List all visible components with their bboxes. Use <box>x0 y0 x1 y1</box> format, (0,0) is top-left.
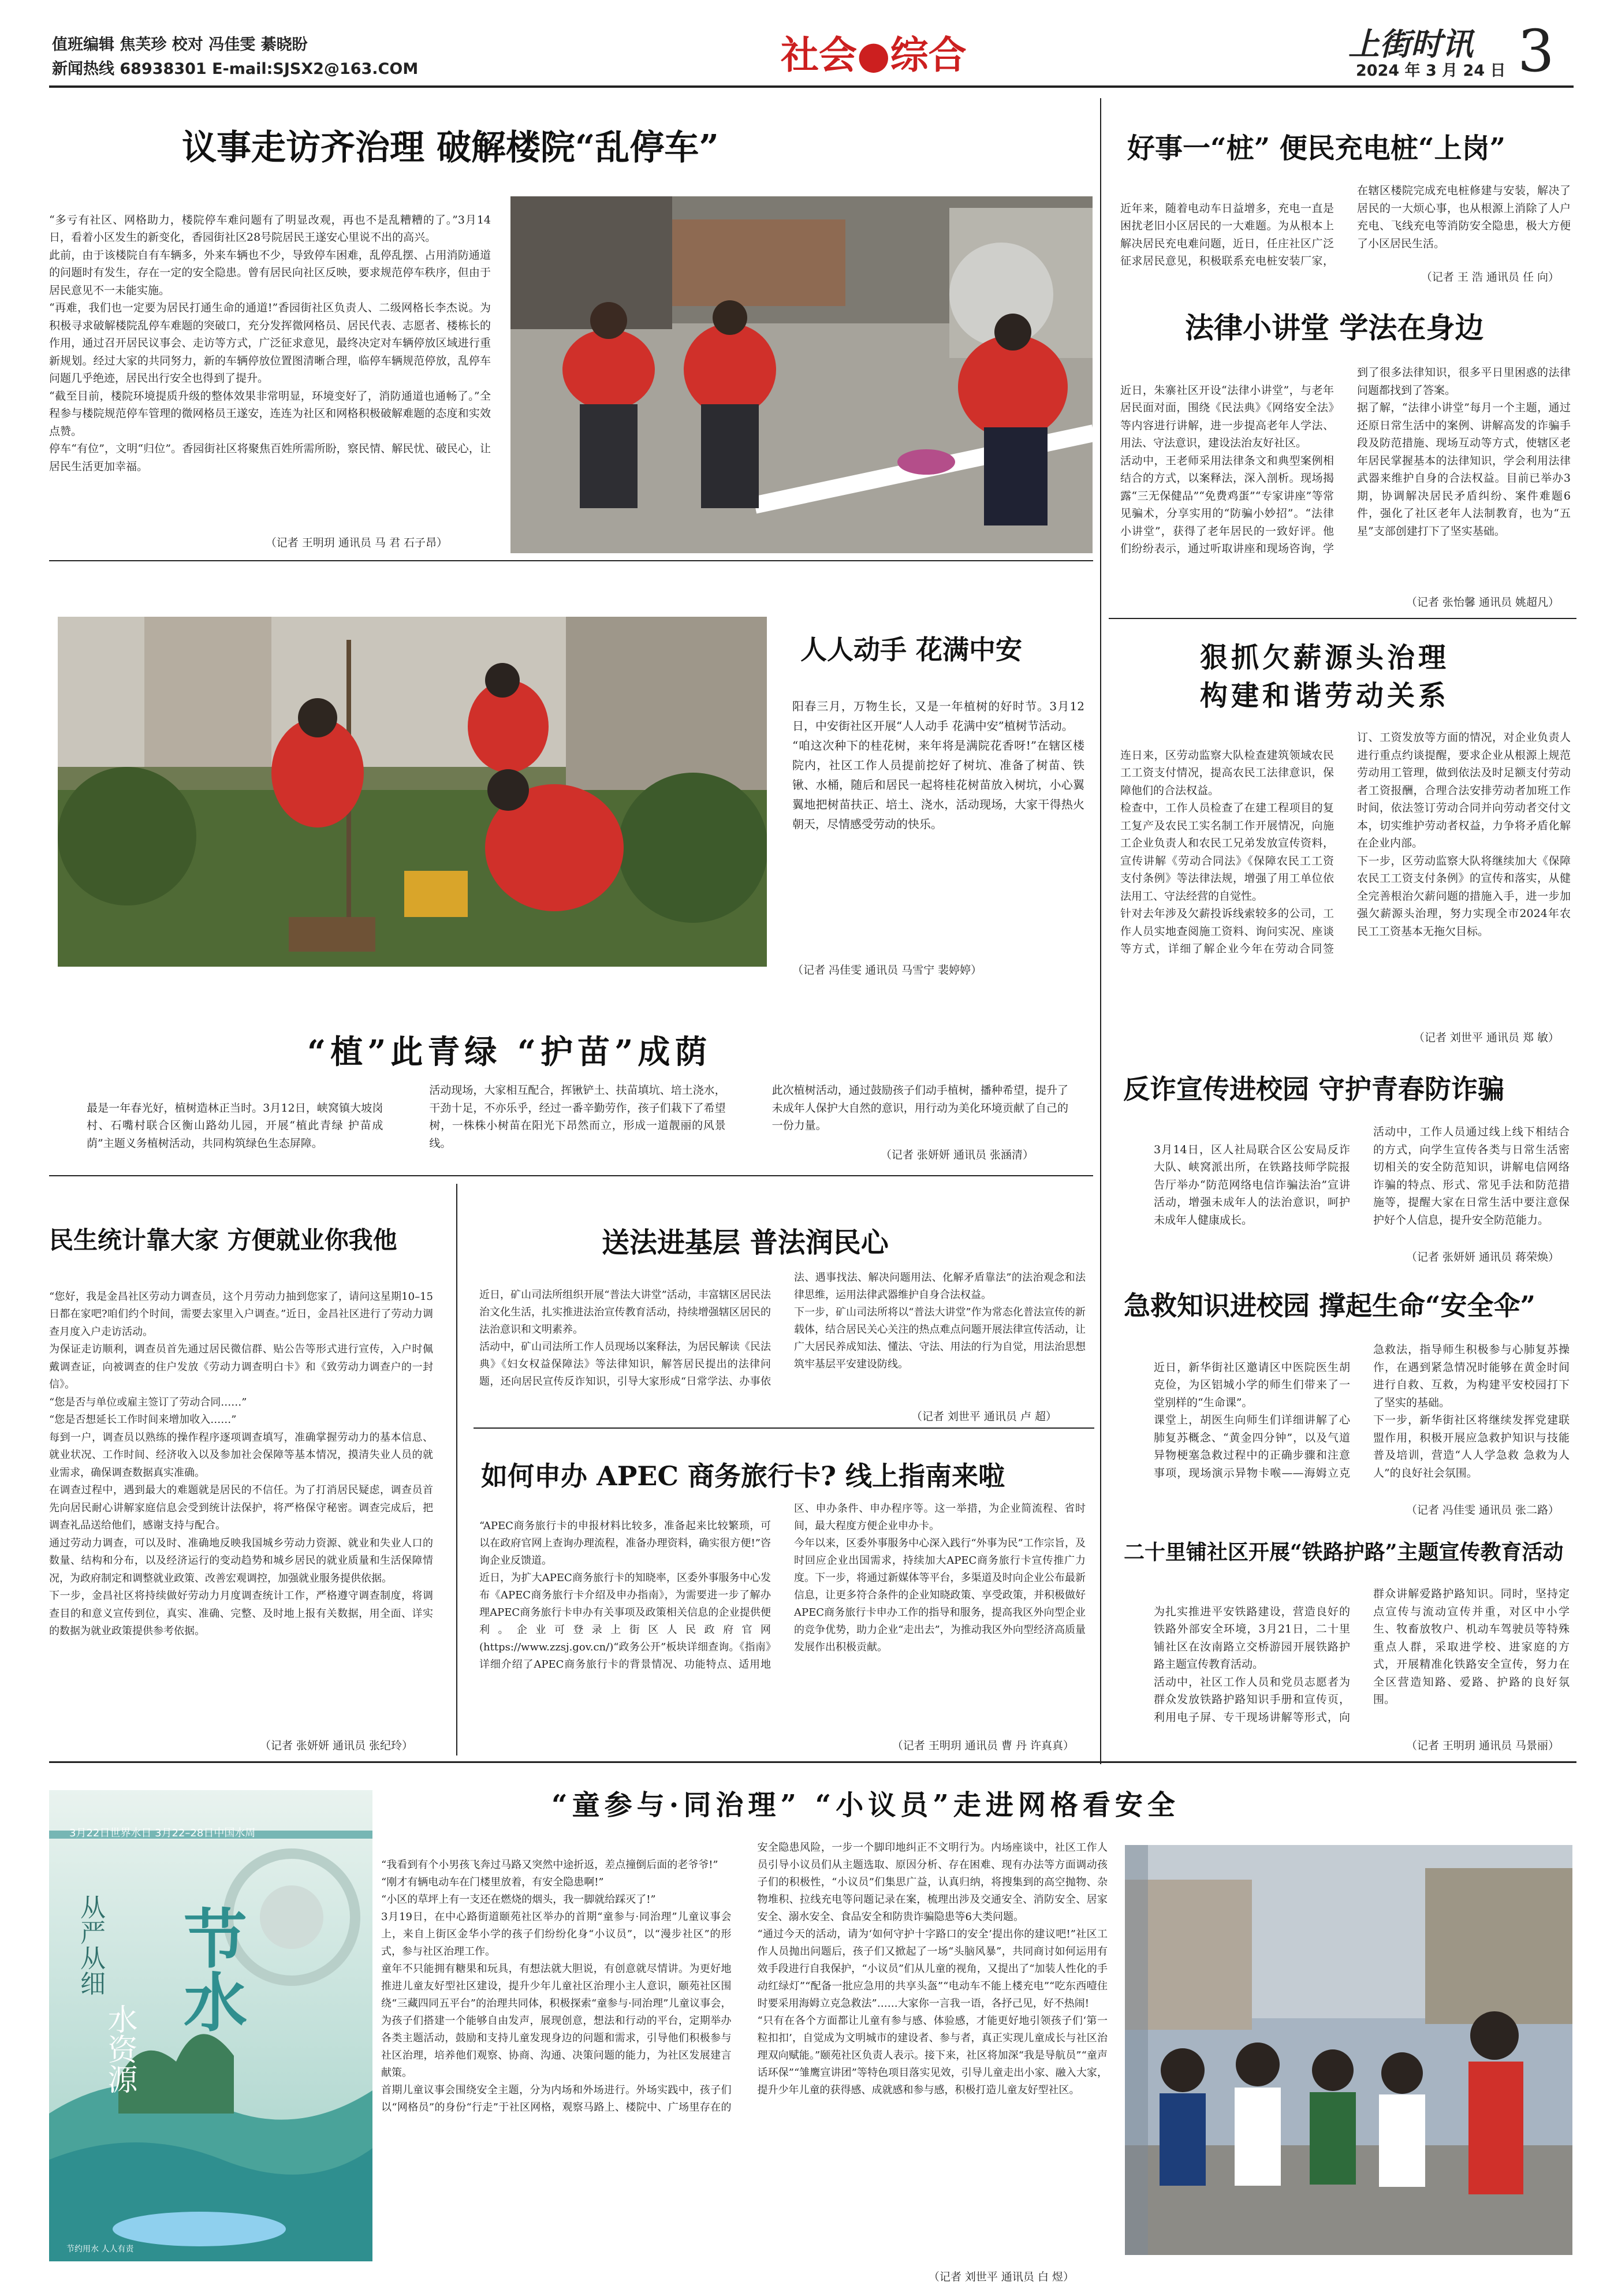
divider-left-1 <box>49 560 1093 561</box>
byline-wage: （记者 刘世平 通讯员 郑 敏） <box>1413 1031 1559 1044</box>
headline-survey: 民生统计靠大家 方便就业你我他 <box>49 1226 397 1254</box>
poster-main-text: 节水 <box>173 1906 248 2033</box>
body-parking <box>49 193 491 520</box>
divider-left-2 <box>49 1175 1093 1176</box>
byline-kids: （记者 刘世平 通讯员 白 煜） <box>928 2271 1074 2283</box>
firstaid-text: 近日，新华街社区邀请区中医院医生胡克俭，为区铝城小学的师生们带来了一堂别样的“生命课”。 课堂上，胡医生向师生们详细讲解了心肺复苏概念、“黄金四分钟”，以及气道异物梗塞急救过程中的正确步骤和注意事项，现场演示异物卡喉——海姆立克急救法，指导师生积极参与心肺复苏操作，在遇到紧急情况时能够在黄金时间进行自救、互救，为构建平安校园打下了坚实的基础。 下一步，新华街社区将继续发挥党建联盟作用，积极开展应急救护知识与技能普及培训，营造“人人学急救 急救为人人”的良好社会氛围。 <box>1154 1343 1570 1479</box>
editors-line: 值班编辑 焦芙珍 校对 冯佳雯 綦晓盼 <box>52 36 308 54</box>
divider-bottom <box>49 1761 1576 1763</box>
byline-lawgrassroots: （记者 刘世平 通讯员 卢 超） <box>911 1410 1057 1423</box>
byline-law: （记者 张怡馨 通讯员 姚超凡） <box>1406 596 1559 609</box>
poster-side-text: 从严从细 <box>76 1894 105 1996</box>
divider-right-1 <box>1109 618 1576 619</box>
headline-wage-2: 构建和谐劳动关系 <box>1200 680 1450 712</box>
railway-text: 为扎实推进平安铁路建设，营造良好的铁路外部安全环境，3月21日，二十里铺社区在汝南路立交桥游园开展铁路护路主题宣传教育活动。 活动中，社区工作人员和党员志愿者为群众发放铁路护路知识手册和宣传页，利用电子屏、专干现场讲解等形式，向群众讲解爱路护路知识。同时，坚持定点宣传与流动宣传并重，对区中小学生、牧畜放牧户、机动车驾驶员等特殊重点人群，采取进学校、进家庭的方式，开展精准化铁路安全宣传，努力在全区营造知路、爱路、护路的良好氛围。 <box>1154 1587 1570 1724</box>
apec-text: “APEC商务旅行卡的申报材料比较多，准备起来比较繁琐，可以在政府官网上查询办理流程，准备办理资料，确实很方便!”咨询企业反馈道。 近日，为扩大APEC商务旅行卡的知晓率，区委外事服务中心发布《APEC商务旅行卡介绍及申办指南》，为需要进一步了解办理APEC商务旅行卡申办有关事项及政策相关信息的企业提供便利。企业可登录上街区人民政府官网(https://www.zzsj.gov.cn/)“政务公开”板块详细查询。《指南》详细介绍了APEC商务旅行卡的背景情况、功能特点、适用地区、申办条件、申办程序等。这一举措，为企业简流程、省时间，最大程度方便企业申办卡。 今年以来，区委外事服务中心深入践行“外事为民”工作宗旨，及时回应企业出国需求，持续加大APEC商务旅行卡宣传推广力度。下一步，将通过新媒体等平台，多渠道及时向企业公布最新信息，让更多符合条件的企业知晓政策、享受政策，并积极做好APEC商务旅行卡申办工作的指导和服务，提高我区外向型企业的竞争优势，助力企业“走出去”，为推动我区外向型经济高质量发展作出积极贡献。 <box>479 1503 1086 1671</box>
byline-survey: （记者 张妍妍 通讯员 张纪玲） <box>259 1739 413 1752</box>
headline-fraud: 反诈宣传进校园 守护青春防诈骗 <box>1123 1074 1505 1105</box>
photo-kids <box>1125 1845 1572 2255</box>
tree-text: 最是一年春光好，植树造林正当时。3月12日，峡窝镇大坡岗村、石嘴村联合区衡山路幼儿园，开展“植此青绿 护苗成荫”主题义务植树活动，共同构筑绿色生态屏障。 活动现场，大家相互配合，挥锹铲土、扶苗填坑、培土浇水，干劲十足，不亦乐乎，经过一番辛勤劳作，孩子们栽下了希望树，一株株小树苗在阳光下昂然而立，形成一道靓丽的风景线。 此次植树活动，通过鼓励孩子们动手植树，播种希望，提升了未成年人保护大自然的意识，用行动为美化环境贡献了自己的一份力量。 <box>87 1084 1068 1150</box>
fraud-text: 3月14日，区人社局联合区公安局反诈大队、峡窝派出所，在铁路技师学院报告厅举办“防范网络电信诈骗法治”宣讲活动，增强未成年人的法治意识，呵护未成年人健康成长。 活动中，工作人员通过线上线下相结合的方式，向学生宣传各类与日常生活密切相关的安全防范知识，讲解电信网络诈骗的特点、形式、常见手法和防范措施等，提醒大家在日常生活中要注意保护好个人信息，提升安全防范能力。 <box>1154 1125 1570 1227</box>
photo-parking <box>510 196 1093 553</box>
body-firstaid <box>1154 1341 1570 1514</box>
byline-tree: （记者 张妍妍 通讯员 张涵清） <box>880 1149 1034 1161</box>
tree-scene-image <box>58 617 767 967</box>
byline-fraud: （记者 张妍妍 通讯员 蒋荣焕） <box>1406 1251 1559 1263</box>
body-wage <box>1120 729 1571 1039</box>
charger-text: 近年来，随着电动车日益增多，充电一直是困扰老旧小区居民的一大难题。为从根本上解决居民充电难问题，近日，任庄社区广泛征求居民意见，积极联系充电桩安装厂家，在辖区楼院完成充电桩修建与安装，解决了居民的一大烦心事，也从根源上消除了人户充电、飞线充电等消防安全隐患，极大方便了小区居民生活。 <box>1120 184 1571 267</box>
headline-kids: “童参与·同治理” “小议员”走进网格看安全 <box>551 1789 1180 1821</box>
divider-vert-mid <box>456 1184 457 1755</box>
body-plant <box>792 677 1084 944</box>
headline-lawgrassroots: 送法进基层 普法润民心 <box>602 1227 889 1259</box>
headline-charger: 好事一“桩” 便民充电桩“上岗” <box>1127 132 1506 165</box>
header-rule <box>49 85 1574 88</box>
byline-plant: （记者 冯佳雯 通讯员 马雪宁 裴婷婷） <box>792 964 982 976</box>
byline-charger: （记者 王 浩 通讯员 任 向） <box>1421 271 1559 284</box>
body-apec <box>479 1500 1086 1731</box>
issue-date: 2024 年 3 月 24 日 <box>1356 62 1506 80</box>
byline-parking: （记者 王明玥 通讯员 马 君 石子昂） <box>265 536 448 549</box>
plant-text: 阳春三月，万物生长，又是一年植树的好时节。3月12日，中安街社区开展“人人动手 花满中安”植树节活动。 “咱这次种下的桂花树，来年将是满院花香呀!”在辖区楼院内，社区工作人员提前挖好了树坑、准备了树苗、铁锹、水桶，随后和居民一起将桂花树苗放入树坑，小心翼翼地把树苗扶正、培土、浇水，活动现场，大家干得热火朝天，尽情感受劳动的快乐。 <box>792 699 1084 831</box>
lawgrassroots-text: 近日，矿山司法所组织开展“普法大讲堂”活动，丰富辖区居民法治文化生活，扎实推进法治宣传教育活动，持续增强辖区居民的法治意识和文明素养。 活动中，矿山司法所工作人员现场以案释法，为居民解读《民法典》《妇女权益保障法》等法律知识，解答居民提出的法律问题，还向居民宣传反诈知识，引导大家形成“日常学法、办事依法、遇事找法、解决问题用法、化解矛盾靠法”的法治观念和法律思维，运用法律武器维护自身合法权益。 下一步，矿山司法所将以“普法大讲堂”作为常态化普法宣传的新载体，结合居民关心关注的热点难点问题开展法律宣传活动，让广大居民养成知法、懂法、守法、用法的行为自觉，用法治思想筑牢基层平安建设防线。 <box>479 1272 1086 1388</box>
headline-firstaid: 急救知识进校园 撑起生命“安全伞” <box>1124 1290 1535 1321</box>
page-number: 3 <box>1518 17 1555 85</box>
body-law <box>1120 364 1571 606</box>
section-title <box>781 24 967 79</box>
body-kids <box>381 1839 1108 2264</box>
parking-text: “多亏有社区、网格助力，楼院停车难问题有了明显改观，再也不是乱糟糟的了。”3月14日，看着小区发生的新变化，香园街社区28号院居民王遂安心里说不出的高兴。 此前，由于该楼院自有车辆多，外来车辆也不少，导致停车困难，乱停乱摆、占用消防通道的问题时有发生，存在一定的安全隐患。曾有居民向社区反映，要求规范停车秩序，但由于居民意见不一未能实施。 “再难，我们也一定要为居民打通生命的通道!”香园街社区负责人、二级网格长李杰说。为积极寻求破解楼院乱停车难题的突破口，充分发挥微网格员、居民代表、志愿者、楼栋长的作用，通过召开居民议事会、走访等方式，广泛征求意见，最终决定对车辆停放区域进行重新规划。经过大家的共同努力，新的车辆停放位置图清晰合理，临停车辆规范停放，乱停车问题几乎绝迹，居民出行安全也得到了提升。 “截至目前，楼院环境提质升级的整体效果非常明显，环境变好了，消防通道也通畅了。”全程参与楼院规范停车管理的微网格员王遂安，连连为社区和网格积极破解难题的态度和实效点赞。 停车“有位”，文明“归位”。香园街社区将聚焦百姓所需所盼，察民情、解民忧、破民心，让居民生活更加幸福。 <box>49 213 491 473</box>
kids-scene-image <box>1125 1845 1572 2255</box>
byline-firstaid: （记者 冯佳雯 通讯员 张二路） <box>1406 1504 1559 1516</box>
headline-parking: 议事走访齐治理 破解楼院“乱停车” <box>182 128 719 168</box>
headline-wage: 狠抓欠薪源头治理 <box>1200 642 1450 674</box>
kids-text: “我看到有个小男孩飞奔过马路又突然中途折返，差点撞倒后面的老爷爷!” “刚才有辆电动车在门楼里放着，有安全隐患啊!” “小区的草坪上有一支还在燃烧的烟头，我一脚就给踩灭了!” 3月19日，在中心路街道颐苑社区举办的首期“童参与·同治理”儿童议事会上，来自上街区金华小学的孩子们纷纷化身“小议员”，以“漫步社区”的形式，参与社区治理工作。 童年不只能拥有糖果和玩具，有想法就大胆说，有创意就尽情讲。为更好地推进儿童友好型社区建设，提升少年儿童社区治理小主人意识，颐苑社区围绕“三藏四同五平台”的治理共同体，积极探索“童参与·同治理”儿童议事会，为孩子们搭建一个能够自由发声，展现创意，想法和行动的平台，定期举办各类主题活动，鼓励和支持儿童发现身边的问题和需求，引导他们积极参与社区治理，培养他们观察、协商、沟通、决策问题的能力，为社区发展建言献策。 首期儿童议事会围绕安全主题，分为内场和外场进行。外场实践中，孩子们以“网格员”的身份“行走”于社区网格，观察马路上、楼院中、广场里存在的安全隐患风险，一步一个脚印地纠正不文明行为。内场座谈中，社区工作人员引导小议员们从主题选取、原因分析、存在困难、现有办法等方面调动孩子们的积极性，“小议员”们集思广益，认真归纳，将搜集到的高空抛物、杂物堆积、拉线充电等问题记录在案，梳理出涉及交通安全、消防安全、居家安全、溺水安全、食品安全和防贵诈骗隐患等6大类问题。 “通过今天的活动，请为‘如何守护十字路口的安全’提出你的建议吧!”社区工作人员抛出问题后，孩子们又掀起了一场“头脑风暴”，共同商讨如何运用有效手段进行自我保护，“小议员”们从儿童的视角，又提出了“加装人性化的手动红绿灯”“配备一批应急用的共享头盔”“电动车不能上楼充电”“吃东西噎住时要采用海姆立克急救法”……大家你一言我一语，各抒己见，好不热闹! “只有在各个方面都让儿童有参与感、体验感，才能更好地引领孩子们‘第一粒扣扣’，自觉成为文明城市的建设者、参与者，真正实现儿童成长与社区治理双向赋能。”颐苑社区负责人表示。接下来，社区将加深“我是导航员”“童声话环保”“雏鹰宣讲团”等特色项目落实见效，引导儿童走出小家、融入大家，提升少年儿童的获得感、成就感和参与感，积极打造儿童友好型社区。 <box>381 1842 1108 2114</box>
photo-tree <box>58 617 767 967</box>
byline-railway: （记者 王明玥 通讯员 马景丽） <box>1406 1739 1559 1752</box>
body-survey <box>49 1270 433 1750</box>
law-text: 近日，朱寨社区开设“法律小讲堂”，与老年居民面对面，围绕《民法典》《网络安全法》等内容进行讲解，进一步提高老年人学法、用法、守法意识，建设法治友好社区。 活动中，王老师采用法律条文和典型案例相结合的方式，以案释法，深入剖析。现场揭露“三无保健品”“免费鸡蛋”“专家讲座”等常见骗术，分享实用的“防骗小妙招”。“法律小讲堂”，获得了老年居民的一致好评。他们纷纷表示，通过听取讲座和现场咨询，学到了很多法律知识，很多平日里困惑的法律问题都找到了答案。 据了解，“法律小讲堂”每月一个主题，通过还原日常生活中的案例、讲解高发的诈骗手段及防范措施、现场互动等方式，使辖区老年居民掌握基本的法律知识，学会利用法律武器来维护自身的合法权益。目前已举办3期，协调解决居民矛盾纠纷、案件难题6件，强化了社区老年人法制教育，也为“五星”支部创建打下了坚实基础。 <box>1120 366 1571 555</box>
byline-apec: （记者 王明玥 通讯员 曹 丹 许真真） <box>892 1739 1074 1752</box>
body-fraud <box>1154 1123 1570 1256</box>
parking-scene-image <box>510 196 1093 553</box>
headline-law: 法律小讲堂 学法在身边 <box>1185 311 1484 345</box>
paper-name: 上街时讯 <box>1348 25 1473 62</box>
divider-vert-right <box>1100 98 1101 1764</box>
hotline-line: 新闻热线 68938301 E-mail:SJSX2@163.COM <box>52 60 419 78</box>
headline-plant: 人人动手 花满中安 <box>800 634 1023 665</box>
poster-footer-text: 节约用水 人人有责 <box>66 2245 134 2254</box>
survey-text: “您好，我是金昌社区劳动力调查员，这个月劳动力抽到您家了，请问这星期10–15日都在家吧?咱们约个时间，需要去家里入户调查。”近日，金昌社区进行了劳动力调查月度入户走访活动。 为保证走访顺利，调查员首先通过居民微信群、贴公告等形式进行宣传，入户时佩戴调查证，向被调查的住户发放《劳动力调查明白卡》和《致劳动力调查户的一封信》。 “您是否与单位或雇主签订了劳动合同……” “您是否想延长工作时间来增加收入……” 每到一户，调查员以熟练的操作程序逐项调查填写，准确掌握劳动力的基本信息、就业状况、工作时间、经济收入以及参加社会保障等基本情况，摸清失业人员的就业需求，确保调查数据真实准确。 在调查过程中，遇到最大的难题就是居民的不信任。为了打消居民疑虑，调查员首先向居民耐心讲解家庭信息会受到统计法保护，将严格保守秘密。调查完成后，把调查礼品送给他们，感谢支持与配合。 通过劳动力调查，可以及时、准确地反映我国城乡劳动力资源、就业和失业人口的数量、结构和分布，以及经济运行的变动趋势和城乡居民的就业质量和生活保障情况，为政府制定和调整就业政策、改善宏观调控，加强就业服务提供依据。 下一步，金昌社区将持续做好劳动力月度调查统计工作，严格遵守调查制度，将调查目的和意义宣传到位，真实、准确、完整、及时地上报有关数据，用全面、详实的数据为就业政策提供参考依据。 <box>49 1290 433 1637</box>
poster-sub-text: 水资源 <box>102 2004 137 2094</box>
body-lawgrassroots <box>479 1269 1086 1405</box>
divider-mid-1 <box>474 1427 1094 1429</box>
water-poster <box>49 1790 372 2261</box>
headline-tree: “植”此青绿 “护苗”成荫 <box>307 1033 712 1071</box>
headline-railway: 二十里铺社区开展“铁路护路”主题宣传教育活动 <box>1124 1540 1564 1564</box>
masthead <box>0 0 1614 92</box>
poster-top-text: 3月22日世界水日 3月22–28日中国水周 <box>69 1827 256 1839</box>
section-title-text: 社会●综合 <box>781 33 967 77</box>
headline-apec: 如何申办 APEC 商务旅行卡? 线上指南来啦 <box>481 1460 1005 1492</box>
wage-text: 连日来，区劳动监察大队检查建筑领域农民工工资支付情况，提高农民工法律意识，保障他们的合法权益。 检查中，工作人员检查了在建工程项目的复工复产及农民工实名制工作开展情况，向施工企业负责人和农民工兄弟发放宣传资料，宣传讲解《劳动合同法》《保障农民工工资支付条例》等法律法规，增强了用工单位依法用工、守法经营的自觉性。 针对去年涉及欠薪投诉线索较多的公司，工作人员实地查阅施工资料、询问实况、座谈等方式，详细了解企业今年在劳动合同签订、工资发放等方面的情况，对企业负责人进行重点约谈提醒，要求企业从根源上规范劳动用工管理，做到依法及时足额支付劳动者工资报酬，合理合法安排劳动者加班工作时间，依法签订劳动合同并向劳动者交付文本，切实维护劳动者权益，力争将矛盾化解在企业内部。 下一步，区劳动监察大队将继续加大《保障农民工工资支付条例》的宣传和落实，从健全完善根治欠薪问题的措施入手，进一步加强欠薪源头治理，努力实现全市2024年农民工工资基本无拖欠目标。 <box>1120 731 1571 955</box>
body-railway <box>1154 1585 1570 1735</box>
